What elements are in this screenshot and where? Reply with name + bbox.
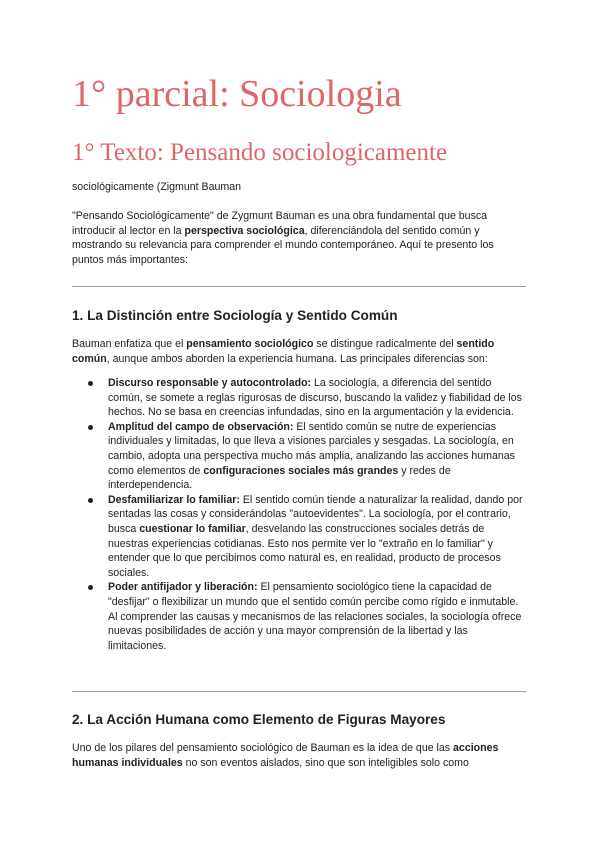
divider-2: [72, 691, 526, 692]
list-item: [72, 376, 526, 420]
list-item-bold-2: cuestionar lo familiar: [139, 522, 246, 535]
list-item: [72, 580, 526, 653]
list-item-bold: Discurso responsable y autocontrolado:: [108, 377, 312, 389]
section2-paragraph: [72, 741, 526, 770]
list-item-bold: Desfamiliarizar lo familiar:: [108, 493, 240, 506]
s1-bold-2: sentido común: [72, 338, 495, 365]
list-item: [72, 493, 526, 581]
list-item-text: La sociología, a diferencia del sentido común, se somete a reglas rigurosas de discurso, buscando la validez y fiabilidad de los hechos. No se basa en creencias infundadas, sino en la argumentación y la evidencia.: [108, 377, 522, 419]
intro-bold-1: perspectiva sociológica: [184, 224, 305, 237]
section1-heading: 1. La Distinción entre Sociología y Sentido Común: [72, 308, 398, 323]
intro-text-2: , diferenciándola del sentido común y mostrando su relevancia para comprender el mundo contemporáneo. Aquí te presento los puntos más importantes:: [72, 224, 494, 266]
list-item-text: El pensamiento sociológico tiene la capacidad de "desfijar" o flexibilizar un mundo que el sentido común percibe como rígido e inmutable. Al comprender las causas y mecanismos de las relaciones sociales, la sociología ofrece nuevas posibilidades de acción y una mayor comprensión de la libertad y las limitaciones.: [108, 581, 522, 652]
page-subtitle: 1° Texto: Pensando sociologicamente: [72, 139, 448, 166]
list-item-bold: Poder antifijador y liberación:: [108, 581, 258, 594]
bullet-icon: [88, 585, 93, 590]
divider-1: [72, 286, 526, 287]
bullet-icon: [88, 381, 93, 386]
s1-text-2: se distingue radicalmente del: [313, 338, 457, 350]
list-item-text: El sentido común tiende a naturalizar la realidad, dando por sentadas las cosas y considerándolas "autoevidentes". La sociología, por el contrario, busca: [108, 493, 523, 535]
section1-paragraph: [72, 337, 526, 366]
s1-bold-1: pensamiento sociológico: [186, 338, 314, 350]
s2-bold-1: acciones humanas individuales: [72, 742, 499, 769]
list-item-text-2: , desvelando las construcciones sociales detrás de nuestras experiencias cotidianas. Esto nos permite ver lo "extraño en lo familiar" y entender que lo que percibimos como natural es, en realidad, producto de procesos sociales.: [108, 522, 501, 579]
list-item-text-2: y redes de interdependencia.: [108, 464, 451, 492]
list-item-text: El sentido común se nutre de experiencias individuales y limitadas, lo que lleva a visiones parciales y sesgadas. La sociología, en cambio, adopta una perspectiva mucho más amplia, analizando las acciones humanas como elementos de: [108, 420, 515, 477]
s2-text-1: Uno de los pilares del pensamiento sociológico de Bauman es la idea de que las: [72, 742, 454, 754]
differences-list: [72, 376, 526, 653]
s1-text-3: , aunque ambos aborden la experiencia humana. Las principales diferencias son:: [106, 352, 488, 365]
list-item-bold-2: configuraciones sociales más grandes: [203, 464, 399, 477]
list-item: [72, 420, 526, 493]
section2-heading: 2. La Acción Humana como Elemento de Figuras Mayores: [72, 712, 446, 727]
bullet-icon: [88, 498, 93, 503]
page-title: 1° parcial: Sociologia: [72, 73, 402, 115]
s1-text-1: Bauman enfatiza que el: [72, 338, 187, 350]
bullet-icon: [88, 425, 93, 430]
list-item-bold: Amplitud del campo de observación:: [108, 420, 294, 433]
s2-text-2: no son eventos aislados, sino que son inteligibles solo como: [182, 756, 469, 769]
intro-text-1: "Pensando Sociológicamente" de Zygmunt Bauman es una obra fundamental que busca introducir al lector en la: [72, 210, 488, 237]
source-line: sociológicamente (Zigmunt Bauman: [72, 181, 241, 193]
intro-paragraph: [72, 209, 526, 267]
